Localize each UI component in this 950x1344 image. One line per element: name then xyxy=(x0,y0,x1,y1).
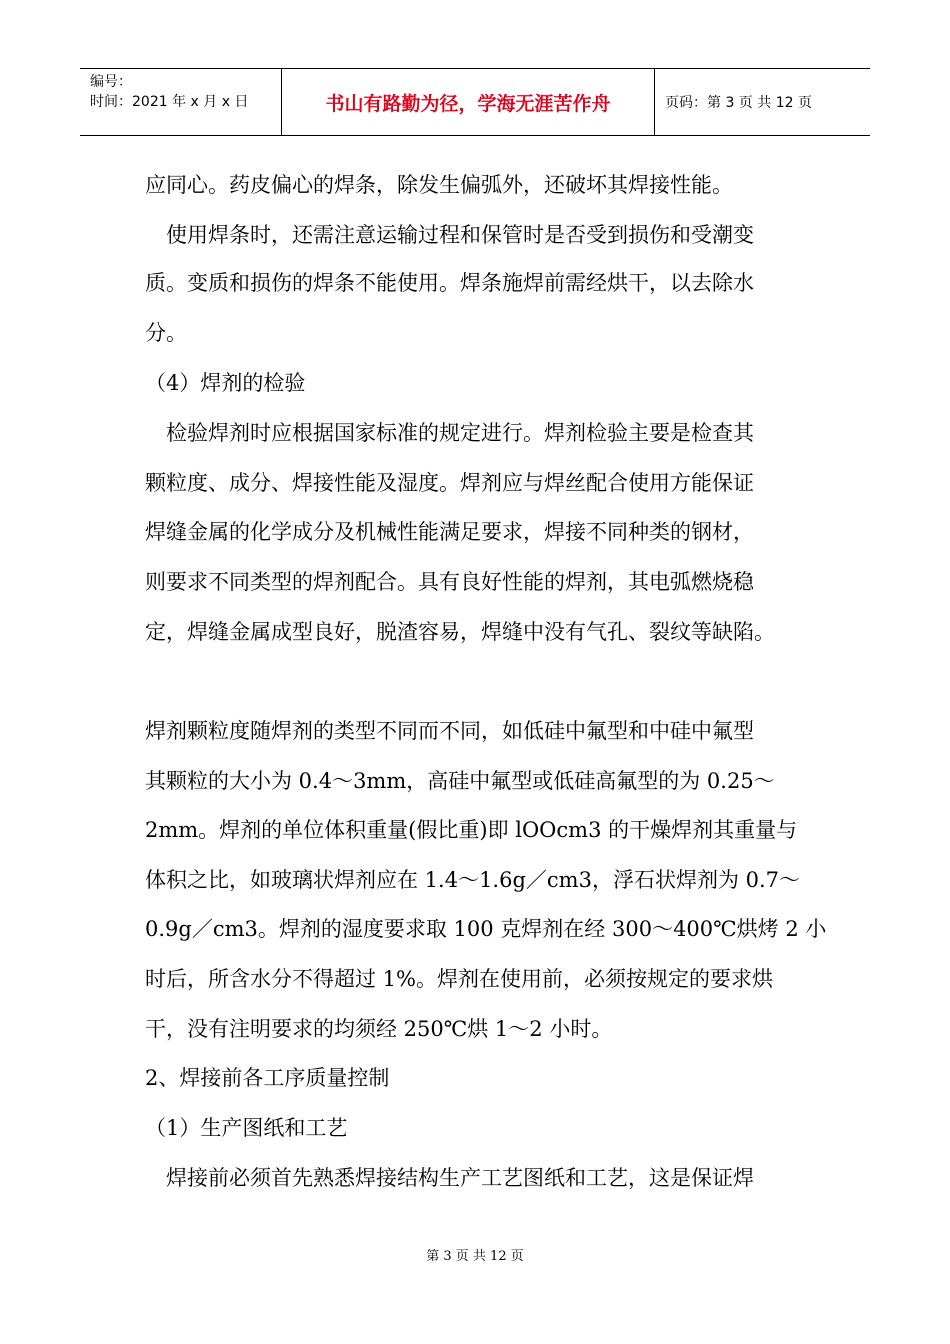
text-line: 检验焊剂时应根据国家标准的规定进行。焊剂检验主要是检查其 xyxy=(145,421,754,445)
text-line: 焊缝金属的化学成分及机械性能满足要求，焊接不同种类的钢材， xyxy=(145,520,754,544)
section-heading: （1）生产图纸和工艺 xyxy=(145,1116,348,1140)
header-page-info: 页码：第 3 页 共 12 页 xyxy=(665,95,812,111)
text-line: 定，焊缝金属成型良好，脱渣容易，焊缝中没有气孔、裂纹等缺陷。 xyxy=(145,620,775,644)
text-line: 时后，所含水分不得超过 1%。焊剂在使用前，必须按规定的要求烘 xyxy=(145,967,773,991)
page-header xyxy=(80,68,870,136)
header-meta xyxy=(80,69,282,135)
text-line: 其颗粒的大小为 0.4～3mm，高硅中氟型或低硅高氟型的为 0.25～ xyxy=(145,769,775,793)
text-line: 焊接前必须首先熟悉焊接结构生产工艺图纸和工艺，这是保证焊 xyxy=(145,1166,754,1190)
text-line: 干，没有注明要求的均须经 250℃烘 1～2 小时。 xyxy=(145,1017,613,1041)
text-line: 体积之比，如玻璃状焊剂应在 1.4～1.6g／cm3，浮石状焊剂为 0.7～ xyxy=(145,868,801,892)
text-line: 应同心。药皮偏心的焊条，除发生偏弧外，还破坏其焊接性能。 xyxy=(145,173,733,197)
document-date: 时间：2021 年 x 月 x 日 xyxy=(90,94,249,110)
page-footer: 第 3 页 共 12 页 xyxy=(426,1249,524,1264)
header-motto: 书山有路勤为径，学海无涯苦作舟 xyxy=(282,69,655,135)
text-line: 2mm。焊剂的单位体积重量(假比重)即 lOOcm3 的干燥焊剂其重量与 xyxy=(145,818,798,842)
text-line: 则要求不同类型的焊剂配合。具有良好性能的焊剂，其电弧燃烧稳 xyxy=(145,570,754,594)
text-line: 焊剂颗粒度随焊剂的类型不同而不同，如低硅中氟型和中硅中氟型 xyxy=(145,719,754,743)
text-line: 质。变质和损伤的焊条不能使用。焊条施焊前需经烘干，以去除水 xyxy=(145,271,754,295)
text-line: 0.9g／cm3。焊剂的湿度要求取 100 克焊剂在经 300～400℃烘烤 2 小 xyxy=(145,917,827,941)
section-heading: 2、焊接前各工序质量控制 xyxy=(145,1066,390,1090)
text-line: 颗粒度、成分、焊接性能及湿度。焊剂应与焊丝配合使用方能保证 xyxy=(145,471,754,495)
document-number-label: 编号： xyxy=(90,74,132,90)
text-line: 使用焊条时，还需注意运输过程和保管时是否受到损伤和受潮变 xyxy=(145,223,754,247)
text-line: 分。 xyxy=(145,321,187,345)
section-heading: （4）焊剂的检验 xyxy=(145,371,306,395)
